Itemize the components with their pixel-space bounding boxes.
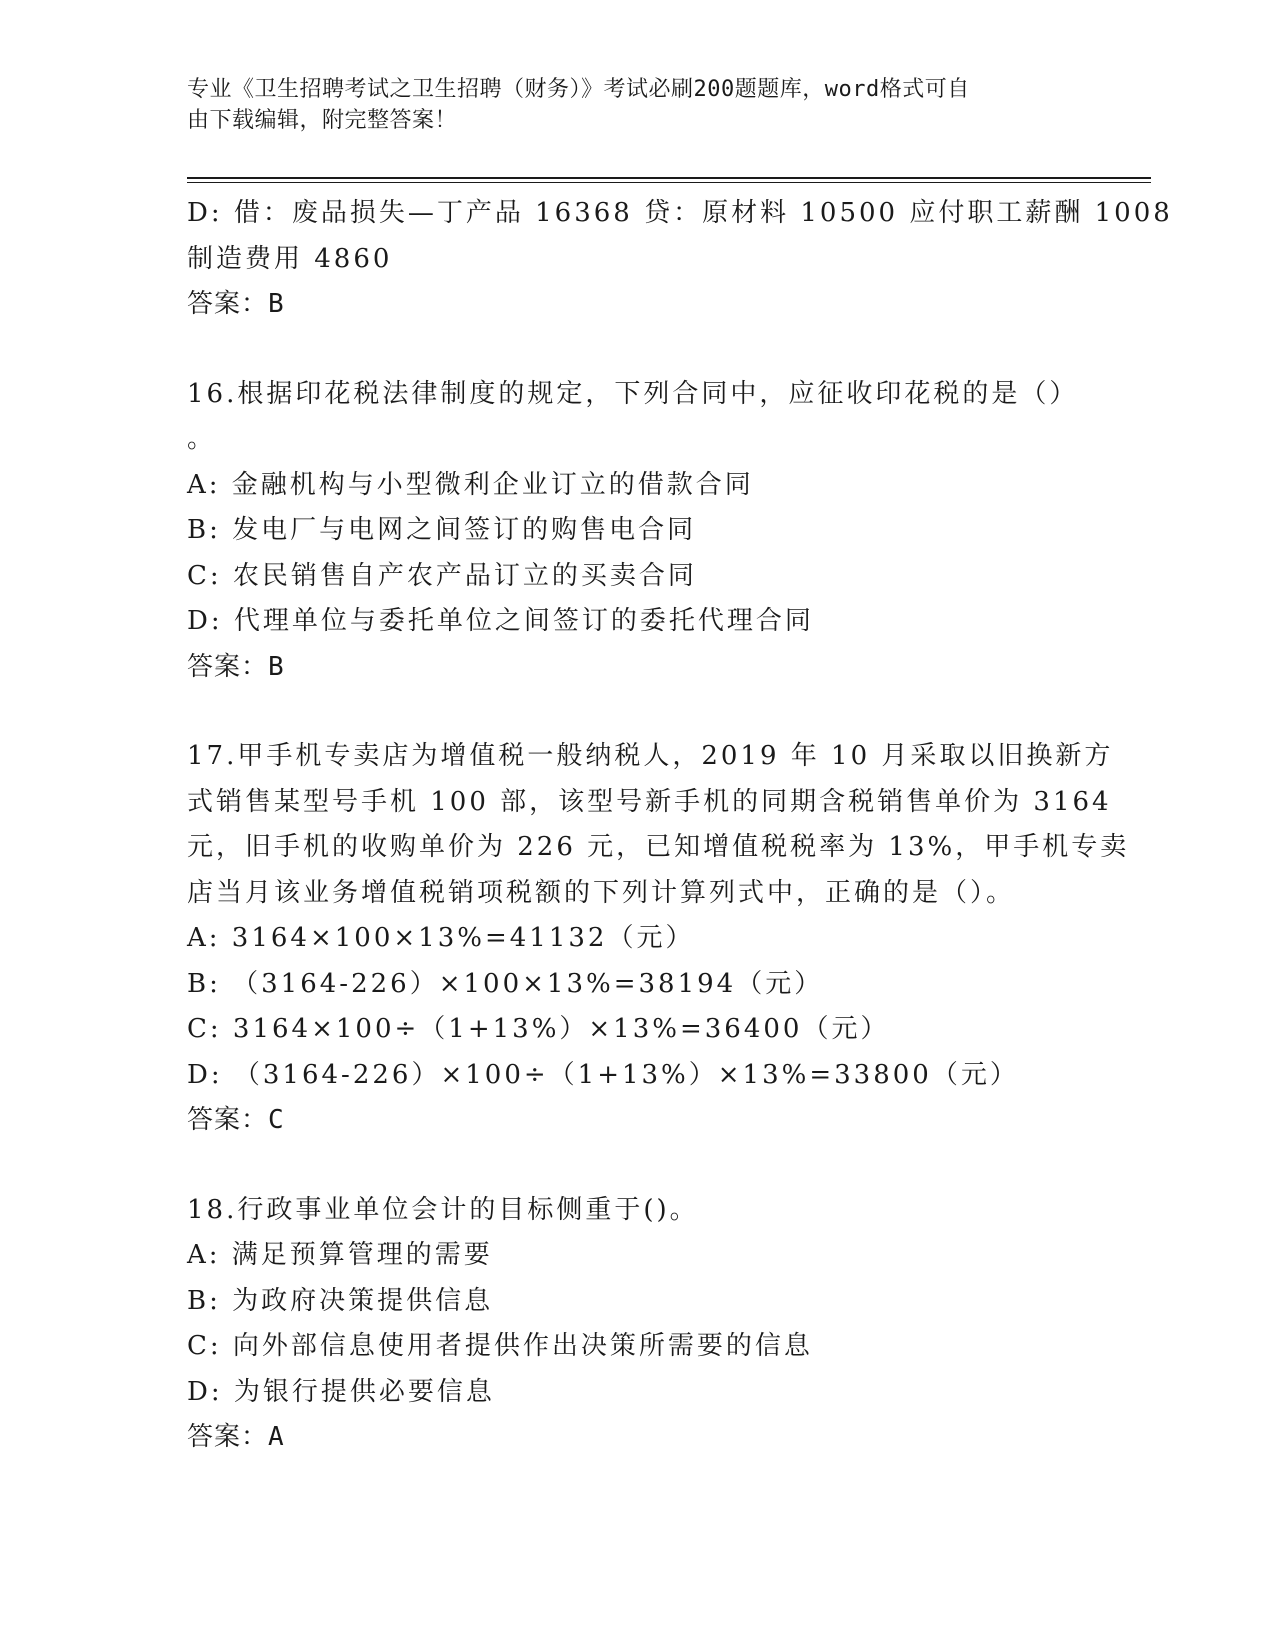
question-stem-line: 16.根据印花税法律制度的规定，下列合同中，应征收印花税的是（） [187, 378, 1079, 409]
spacer [187, 1144, 1087, 1188]
option-c: C: 农民销售自产农产品订立的买卖合同 [187, 560, 697, 591]
header-line-2: 由下载编辑，附完整答案！ [187, 108, 458, 133]
document-header [187, 74, 1067, 136]
option-d: D: 代理单位与委托单位之间签订的委托代理合同 [187, 606, 814, 636]
option-b: B: 发电厂与电网之间签订的购售电合同 [187, 515, 697, 545]
option-a: A: 金融机构与小型微利企业订立的借款合同 [187, 469, 754, 500]
question-stem-line: 式销售某型号手机 100 部，该型号新手机的同期含税销售单价为 3164 [187, 786, 1112, 817]
header-divider-thin [187, 182, 1151, 183]
option-d-continued: 制造费用 4860 [187, 243, 393, 274]
question-stem-line: 元，旧手机的收购单价为 226 元，已知增值税税率为 13%，甲手机专卖 [187, 832, 1130, 862]
option-c: C: 向外部信息使用者提供作出决策所需要的信息 [187, 1331, 813, 1361]
option-a: A: 满足预算管理的需要 [187, 1240, 493, 1270]
option-d: D: 借：废品损失—丁产品 16368 贷：原材料 10500 应付职工薪酬 1008 [187, 198, 1173, 228]
option-c: C: 3164×100÷（1+13%）×13%=36400（元） [187, 1014, 890, 1044]
question-stem-line: 17.甲手机专卖店为增值税一般纳税人，2019 年 10 月采取以旧换新方 [187, 741, 1114, 771]
header-line-1: 专业《卫生招聘考试之卫生招聘（财务）》考试必刷200题题库，word格式可自 [187, 77, 970, 102]
answer: 答案：A [187, 1422, 285, 1452]
question-16 [187, 372, 1087, 691]
option-b: B: 为政府决策提供信息 [187, 1285, 494, 1316]
question-18 [187, 1188, 1087, 1461]
question-stem-line: 店当月该业务增值税销项税额的下列计算列式中，正确的是（）。 [187, 877, 1016, 908]
question-17 [187, 734, 1130, 1144]
question-stem-line: 18.行政事业单位会计的目标侧重于()。 [187, 1194, 699, 1225]
header-divider-thick [187, 177, 1151, 179]
question-stem-line: 。 [187, 424, 217, 454]
answer: 答案：B [187, 651, 285, 682]
spacer [187, 690, 1087, 734]
answer: 答案：C [187, 1105, 285, 1135]
previous-question-tail [187, 191, 1173, 328]
answer: 答案：B [187, 289, 285, 319]
option-a: A: 3164×100×13%=41132（元） [187, 923, 695, 953]
option-d: D: （3164-226）×100÷（1+13%）×13%=33800（元） [187, 1059, 1019, 1090]
spacer [187, 328, 1087, 372]
option-d: D: 为银行提供必要信息 [187, 1376, 495, 1407]
document-body [187, 191, 1173, 1461]
option-b: B: （3164-226）×100×13%=38194（元） [187, 968, 824, 999]
